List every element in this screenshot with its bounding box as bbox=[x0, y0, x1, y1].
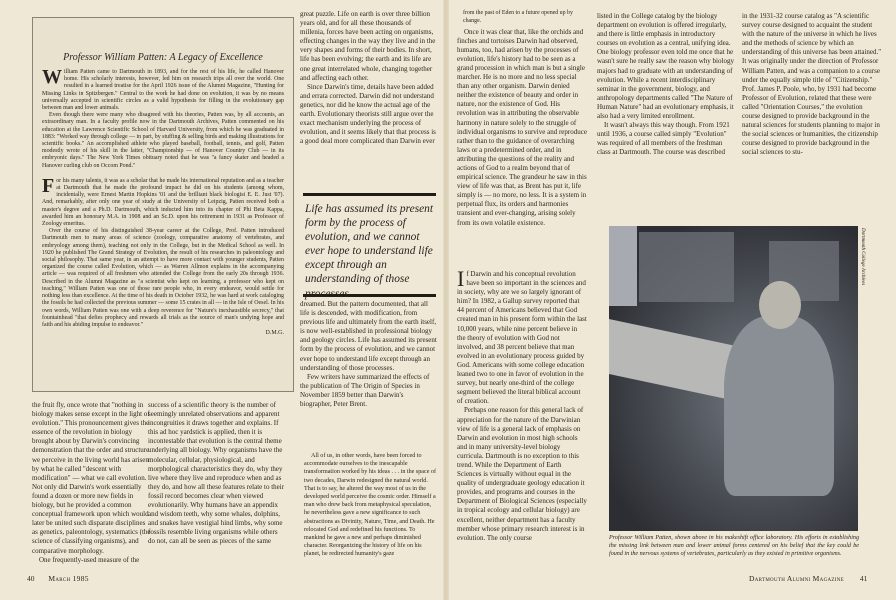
sidebar-paragraph: Over the course of his distinguished 38-year career at the College, Prof. Patten introduced Dartmouth men to many areas of science (zoology, comparative anatomy of vertebrates, and embryology among them), teaching not only in the College, but in the Medical School as well. In 1920 he published The Grand Strategy of Evolution, the result of his researches in paleontology and social philosophy. That same year, in an attempt to have more contact with younger students, Patten organized the course called Evolution, which — as Warren Allmon explains in the accompanying article — was required of all freshmen who attended the College from the early 20s through 1936. Described in the Alumni Magazine as "a scientist who kept on learning, a professor who kept on teaching," William Patten was one of those rare people who, in every endeavor, would settle for nothing less than excellence. At the time of his death in October 1932, he was hard at work cataloging the fossils he had collected the previous summer — some 15 crates in all — in the Isle of Oesel. In his own words, William Patten was one with a deep reverence for "Nature's inexhaustible secrecy," that fountainhead "that defies prophecy and rewards all trials as the source of man's undying hope and faith and his abiding impulse to endeavor." bbox=[42, 228, 284, 328]
folio-left bbox=[27, 574, 89, 583]
body-column-4 bbox=[457, 9, 587, 228]
sidebar-title: Professor William Patten: A Legacy of Excellence bbox=[63, 52, 263, 63]
body-column-2 bbox=[148, 401, 286, 547]
body-column-4-section bbox=[457, 266, 587, 543]
section-paragraph: If Darwin and his conceptual revolution have been so important in the sciences and in society, why are we so largely ignorant of him? In 1982, a Gallup survey reported that 44 percent of Americans believed that God created man in his present form within the last 10,000 years, while nine percent believe in the theory of evolution with God not involved, and 38 percent believe that man evolved in an evolutionary process guided by God. Americans with some college education leaned two to one in favor of evolution in the survey, but nearly one-third of the college segment believed the literal biblical account of creation. bbox=[457, 266, 587, 406]
page-number: 40 bbox=[27, 574, 35, 583]
body-column-1 bbox=[32, 401, 152, 565]
pull-quote-text: Life has assumed its present form by the process of evolution, and we cannot ever hope to understand life except through an understanding of those processes. bbox=[305, 203, 434, 300]
sidebar-paragraph: Even though there were many who disagreed with his theories, Patten was, by all accounts, an extraordinary man. In a faculty profile now in the Dartmouth Archives, Patten commented on his education at the Lawrence Scientific School of Harvard University, from which he was graduated in 1883: "Worked way through college — in part, by stuffing & selling birds and making illustrations for scientific books." An accomplished athlete who played baseball, football, tennis, and golf, Patten modestly wrote of his skill in the latter, "Championship — of Hanover Country Club — in its embryonic days." The New York Times obituary noted that he was "a fancy skater and headed a Hanover curling club on Occom Pond." bbox=[42, 112, 284, 169]
photo-window bbox=[609, 226, 637, 306]
body-column-3-continued bbox=[300, 300, 437, 409]
block-quote-text: All of us, in other words, have been forced to accommodate ourselves to the inescapable transformation worked by his ideas . . . in the space of two decades, Darwin redesigned the natural world. That is to say, he altered the way most of us in the developed world perceive the cosmic order. Himself a man who drew back from metaphysical speculation, he nevertheless gave a new significance to such abstractions as Divinity, Nature, Time, and Death. He relocated God and redefined his functions. To mankind he gave a new and perhaps diminished character. Reorganizing the history of life on his planet, he redirected humanity's gaze bbox=[304, 453, 436, 558]
drop-cap: I bbox=[457, 266, 465, 291]
sidebar-signature: D.M.G. bbox=[265, 330, 284, 337]
body-column-6 bbox=[742, 12, 882, 158]
drop-cap: W bbox=[42, 66, 62, 88]
drop-cap: F bbox=[42, 174, 55, 197]
paragraph: It wasn't always this way though. From 1921 until 1936, a course called simply "Evolution" was required of all members of the freshman class at Dartmouth. The course was described bbox=[597, 121, 730, 157]
paragraph: Perhaps one reason for this general lack of appreciation for the nature of the Darwinian view of life is a general lack of emphasis on Darwin and evolution in most high schools and in many university-level biology curricula. Dartmouth is no exception to this trend. While the Department of Earth Sciences is virtually without equal in the quality of undergraduate geology education it provides, and programs and courses in the Department of Biological Sciences (especially in tropical ecology and cellular biology) are excellent, neither department has a faculty member whose primary research interest is in evolution. The only course bbox=[457, 406, 587, 542]
body-column-5 bbox=[597, 12, 735, 158]
block-quote-end: from the past of Eden to a future opened up by change. bbox=[463, 10, 573, 24]
photo-head bbox=[759, 281, 801, 329]
page-number: 41 bbox=[859, 574, 868, 583]
paragraph: in the 1931-32 course catalog as "A scientific survey course designed to acquaint the student with the nature of the universe in which he lives and the methods of science by which an understanding of this universe has been attained." It was originally under the direction of Professor William Patten, and was a companion to a course under the equally simple title of "Citizenship." Prof. James P. Poole, who, by 1931 had become Professor of Evolution, related that these were called "Orientation Courses," the evolution course designed to provide background in the natural sciences for students planning to major in the social sciences or humanities, the citizenship course designed to provide background in the social sciences to stu- bbox=[742, 12, 882, 157]
pull-quote bbox=[303, 193, 436, 300]
sidebar-box bbox=[32, 17, 294, 392]
paragraph: One frequently-used measure of the bbox=[39, 555, 140, 564]
paragraph: Few writers have summarized the effects of the publication of The Origin of Species in November 1859 better than Darwin's biographer, Peter Brent. bbox=[300, 372, 430, 409]
block-quote bbox=[304, 452, 436, 559]
issue-date: March 1985 bbox=[48, 574, 89, 583]
body-column-3 bbox=[300, 10, 437, 146]
sidebar-paragraph: William Patten came to Dartmouth in 1893, and for the rest of his life, he called Hanover home. His scholarly interests, however, led him on research trips all over the world. One resulted in a learned treatise for the April 1926 issue of the Alumni Magazine, "Hunting for Missing Links in Spitzbergen." Central to the work he had done on evolution, it was by no means universally accepted in scientific circles as a valid hypothesis for filling in the evolutionary gap between man and lower animals. bbox=[42, 66, 284, 112]
paragraph: success of a scientific theory is the number of seemingly unrelated observations and apparent incongruities it draws together and explains. If this ad hoc yardstick is applied, then it is incontestable that evolution is the central theme underlying all biology. Why organisms have the molecular, cellular, physiological, and morphological characteristics they do, why they live where they live and reproduce when and as they do, and how all these features relate to their fossil record becomes clear when viewed evolutionarily. Why humans have an appendix and wisdom teeth, why some whales, dolphins, and snakes have vestigial hind limbs, why some fossils resemble living organisms while others do not, can all be seen as pieces of the same bbox=[148, 401, 285, 546]
folio-right bbox=[749, 574, 867, 583]
paragraph: the fruit fly, once wrote that "nothing in biology makes sense except in the light of evolution." This pronouncement gives the essence of the revolution in biology brought about by Darwin's convincing demonstration that the order and structure we perceive in the living world has arisen by what he called "descent with modification" — what we call evolution. Not only did Darwin's work essentially found a dozen or more new fields in biology, but he provided a common conceptual framework upon which would later be united such disparate disciplines as genetics, paleontology, systematics (the science of classifying organisms), and comparative morphology. bbox=[32, 401, 151, 555]
paragraph: Since Darwin's time, details have been added and errata corrected. Darwin did not understand genetics, nor did he know the actual age of the earth. Evolutionary theorists still argue over the exact mechanism underlying the process of evolution, and it seems likely that that process is a good deal more complicated than Darwin ever bbox=[300, 82, 436, 146]
paragraph: dreamed. But the pattern documented, that all life is descended, with modification, from previous life and ultimately from the earth itself, is now well-established in professional biology and geology circles. Life has assumed its present form by the process of evolution, and we cannot ever hope to understand life except through an understanding of those processes. bbox=[300, 300, 437, 372]
paragraph: Once it was clear that, like the orchids and finches and tortoises Darwin had observed, humans, too, had arisen by the processes of evolution, life's history had to be seen as a grand procession in which man is but a single marcher. He is no more and no less special than any other organism. Darwin denied neither the existence of beauty and order in nature, nor the existence of God. His revolution was in attributing the observable harmony in nature solely to the struggle of individual organisms to survive and reproduce rather than to the guidance of overarching laws or a predetermined order, and in attributing the questions of the reality and actions of God to a realm beyond that of empirical science. The grandeur he saw in this view of life was that, as Brent has put it, life simply is — no more, no less. It is a system in perpetual flux, its orders and harmonies transient and ever-changing, arising solely from its own volatile existence. bbox=[457, 27, 587, 227]
paragraph: great puzzle. Life on earth is over three billion years old, and for all these thousands of millenia, forces have been acting on organisms, effecting changes in the way they live and in the very shapes and forms of their bodies. In short, life has been evolving; the earth and its life are one great interrelated whole, changing together and affecting each other. bbox=[300, 10, 436, 82]
photo-shelves-left bbox=[639, 232, 734, 302]
page-gutter bbox=[443, 0, 449, 600]
sidebar-body bbox=[42, 66, 284, 337]
paragraph: listed in the College catalog by the biology department on evolution is offered irregularly, and there is little emphasis in introductory courses on evolution as a central, unifying idea. One biology professor even told me once that he wasn't sure he really saw the reason why biology majors had to graduate with an understanding of evolution. While a recent interdisciplinary seminar in the government, biology, and anthropology departments called "The Nature of Human Nature" had an evolutionary emphasis, it also had a very limited enrollment. bbox=[597, 12, 734, 121]
photo-credit: Dartmouth College Archives bbox=[860, 228, 865, 286]
photo-figure bbox=[724, 316, 834, 496]
sidebar-paragraph: For his many talents, it was as a scholar that he made his international reputation and as a teacher at Dartmouth that he made the profound impact he did on his students (among whom, incidentally, were Ernest Martin Hopkins '01 and the brilliant black biologist E. E. Just '07). And, remarkably, after only one year of study at the University of Leipzig, Patten received both a master's degree and a Ph.D. Dartmouth, which inducted him into its chapter of Phi Beta Kappa, awarded him an honorary M.A. in 1908 and an Sc.D. upon his retirement in 1931 as Professor of Zoology emeritus. bbox=[42, 174, 284, 228]
magazine-name: Dartmouth Alumni Magazine bbox=[749, 574, 844, 583]
photo-patten-laboratory bbox=[609, 226, 858, 531]
photo-caption: Professor William Patten, shown above in his makeshift office laboratory. His efforts in establishing the missing link between man and lower animal forms centered on his belief that the key could be found in the nervous systems of vertebrates, particularly as they existed in primitive organisms. bbox=[609, 535, 859, 557]
